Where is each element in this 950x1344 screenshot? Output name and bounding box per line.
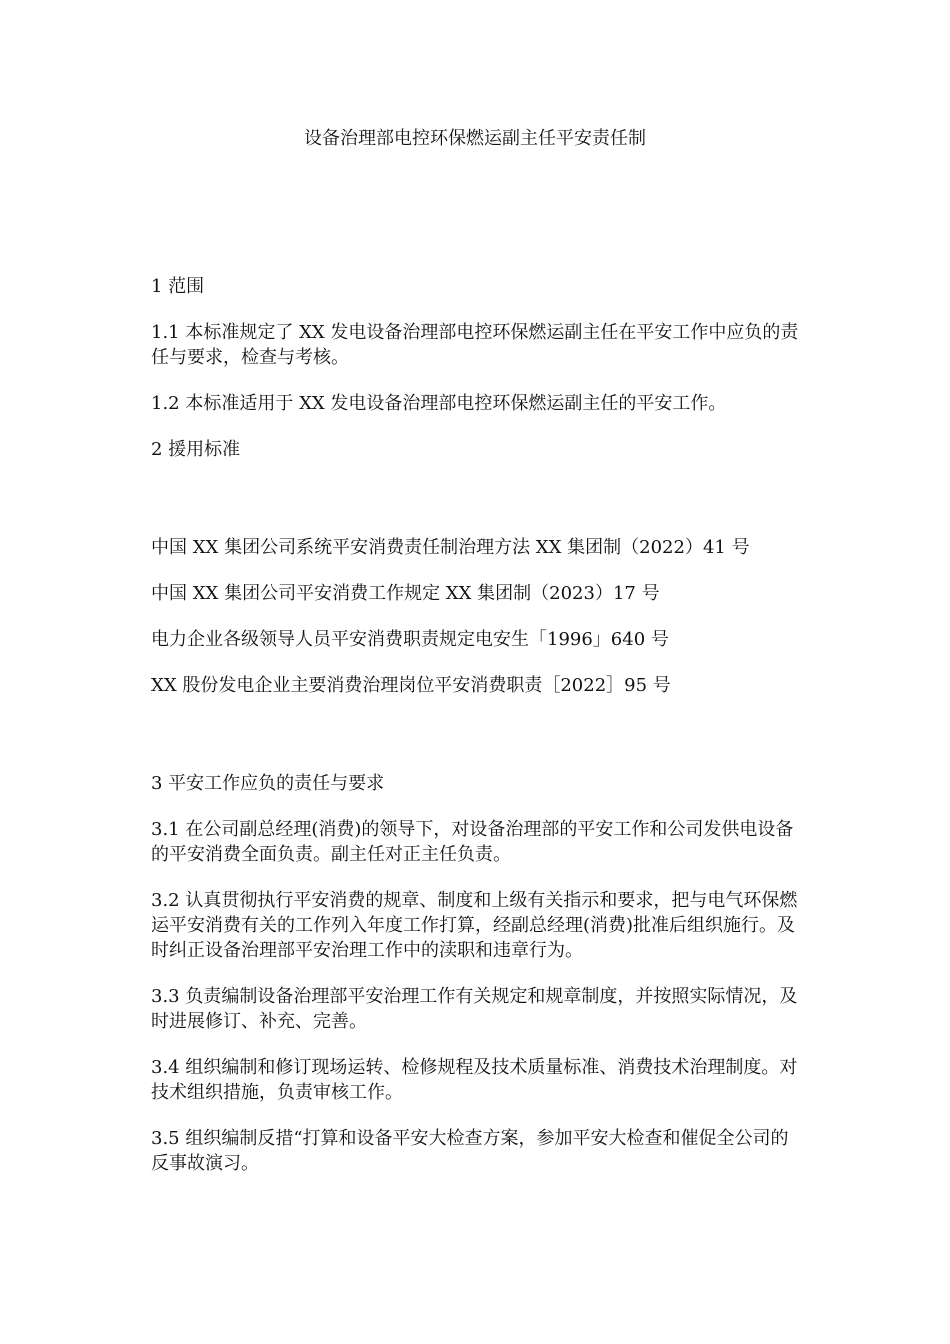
document-body bbox=[151, 274, 806, 1176]
section-3-heading: 3 平安工作应负的责任与要求 bbox=[151, 773, 385, 794]
reference-2: 中国 XX 集团公司平安消费工作规定 XX 集团制（2023）17 号 bbox=[151, 583, 660, 604]
reference-4: XX 股份发电企业主要消费治理岗位平安消费职责［2022］95 号 bbox=[151, 675, 671, 696]
paragraph-3-3: 3.3 负责编制设备治理部平安治理工作有关规定和规章制度，并按照实际情况，及时进展修订、补充、完善。 bbox=[151, 986, 798, 1032]
paragraph-1-1: 1.1 本标准规定了 XX 发电设备治理部电控环保燃运副主任在平安工作中应负的责任与要求，检查与考核。 bbox=[151, 322, 799, 368]
paragraph-3-1: 3.1 在公司副总经理(消费)的领导下，对设备治理部的平安工作和公司发供电设备的平安消费全面负责。副主任对正主任负责。 bbox=[151, 819, 794, 865]
paragraph-3-2: 3.2 认真贯彻执行平安消费的规章、制度和上级有关指示和要求，把与电气环保燃运平安消费有关的工作列入年度工作打算，经副总经理(消费)批准后组织施行。及时纠正设备治理部平安治理工作中的渎职和违章行为。 bbox=[151, 890, 798, 961]
paragraph-1-2: 1.2 本标准适用于 XX 发电设备治理部电控环保燃运副主任的平安工作。 bbox=[151, 393, 727, 414]
paragraph-3-5: 3.5 组织编制反措“打算和设备平安大检查方案，参加平安大检查和催促全公司的反事故演习。 bbox=[151, 1128, 789, 1174]
section-2-heading: 2 援用标准 bbox=[151, 439, 241, 460]
section-1-heading: 1 范围 bbox=[151, 276, 205, 297]
paragraph-3-4: 3.4 组织编制和修订现场运转、检修规程及技术质量标准、消费技术治理制度。对技术组织措施，负责审核工作。 bbox=[151, 1057, 798, 1103]
document-title: 设备治理部电控环保燃运副主任平安责任制 bbox=[304, 128, 646, 149]
reference-3: 电力企业各级领导人员平安消费职责规定电安生「1996」640 号 bbox=[151, 629, 669, 650]
reference-1: 中国 XX 集团公司系统平安消费责任制治理方法 XX 集团制（2022）41 号 bbox=[151, 537, 750, 558]
